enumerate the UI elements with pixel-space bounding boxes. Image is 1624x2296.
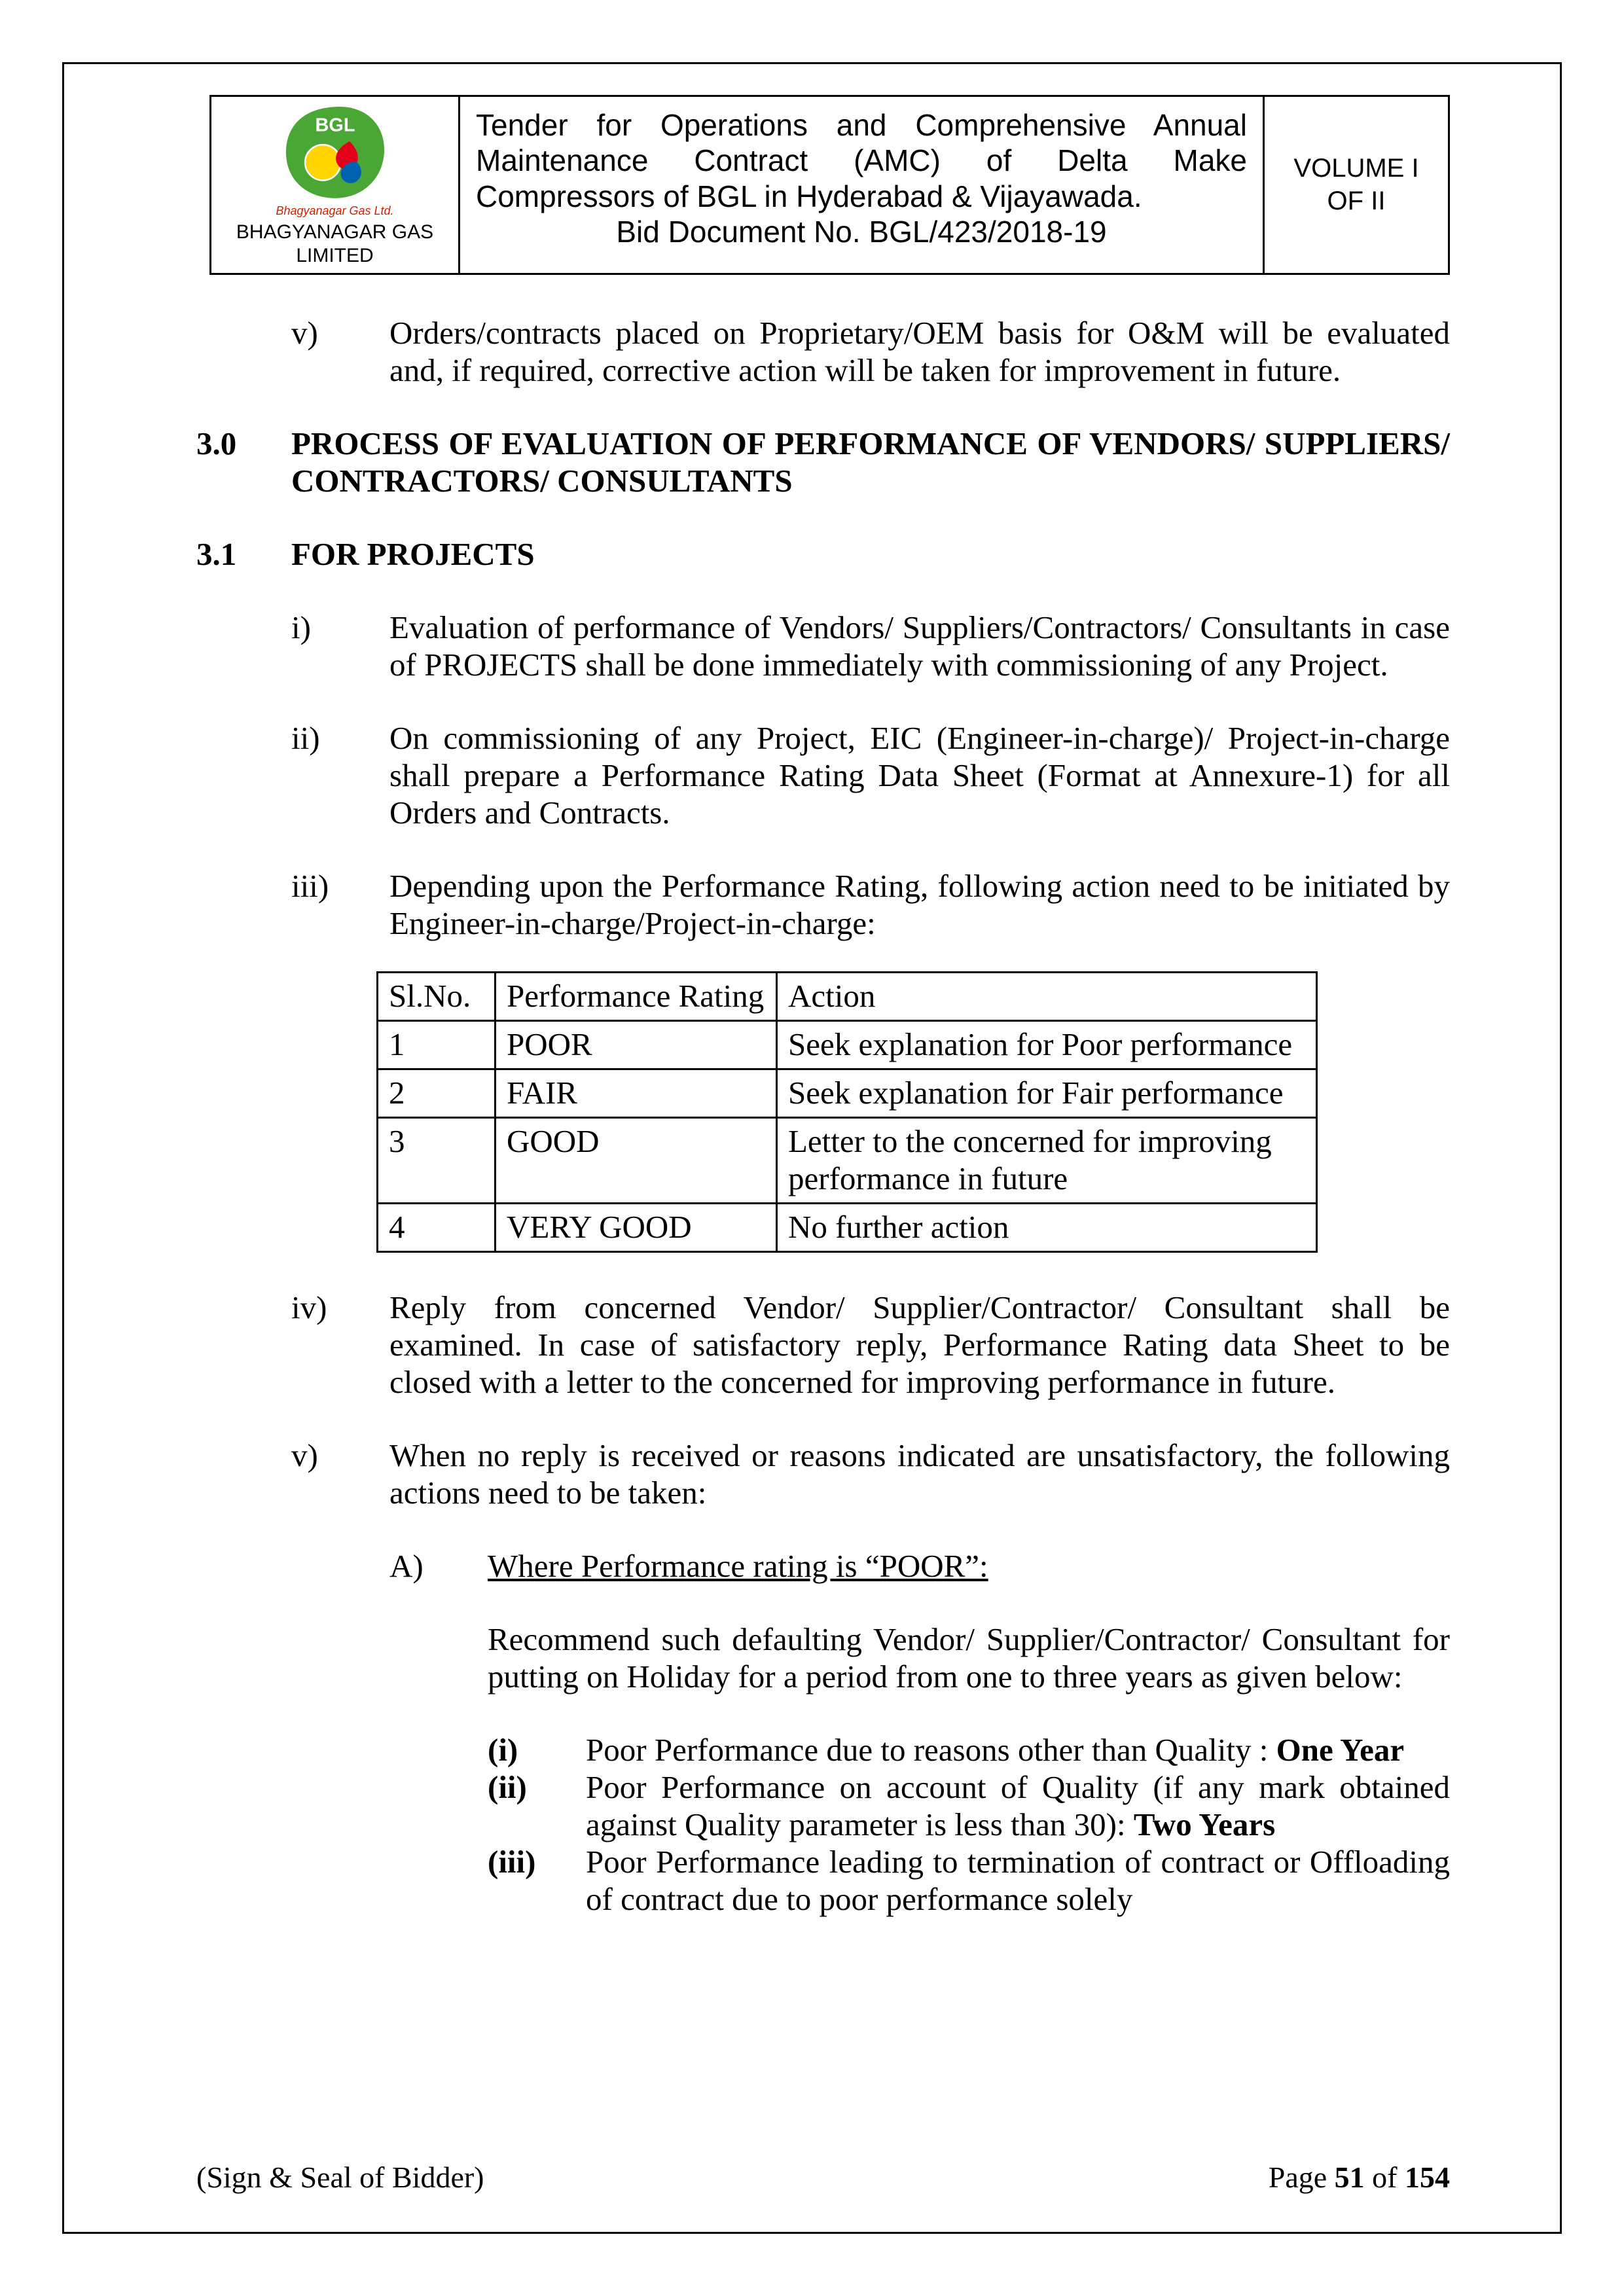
table-row (378, 1203, 1317, 1251)
table-row (378, 1069, 1317, 1117)
cell-action: Seek explanation for Fair performance (777, 1069, 1317, 1117)
section-title: PROCESS OF EVALUATION OF PERFORMANCE OF VENDORS/ SUPPLIERS/ CONTRACTORS/ CONSULTANTS (291, 425, 1450, 499)
list-item-text: Depending upon the Performance Rating, following action need to be initiated by Engineer-in-charge/Project-in-charge: (389, 867, 1450, 941)
bid-document-number: Bid Document No. BGL/423/2018-19 (616, 214, 1107, 249)
table-header-row (378, 972, 1317, 1020)
list-item-label: v) (291, 1437, 318, 1473)
page-total: 154 (1405, 2161, 1450, 2194)
sub-item-label: A) (389, 1547, 424, 1584)
list-item-ii (291, 719, 1450, 831)
list-item-text: Reply from concerned Vendor/ Supplier/Contractor/ Consultant shall be examined. In case of satisfactory reply, Performance Rating data Sheet to be closed with a letter to the concerned for improving performance in future. (389, 1289, 1450, 1400)
col-header-action: Action (777, 972, 1317, 1020)
holiday-item-iii (488, 1843, 1450, 1918)
holiday-item-text (586, 1731, 1450, 1768)
performance-rating-table (376, 971, 1318, 1253)
holiday-item-ii (488, 1768, 1450, 1843)
holiday-item-text (586, 1843, 1450, 1918)
cell-rating: POOR (496, 1020, 777, 1069)
cell-slno: 2 (378, 1069, 496, 1117)
list-item-text: Evaluation of performance of Vendors/ Suppliers/Contractors/ Consultants in case of PROJECTS shall be done immediately with commissioning of any Project. (389, 609, 1450, 683)
header-volume-cell (1265, 97, 1448, 273)
page-prefix: Page (1268, 2161, 1335, 2194)
cell-rating: VERY GOOD (496, 1203, 777, 1251)
sub-item-heading (488, 1547, 1450, 1585)
bgl-logo-icon (280, 103, 391, 202)
cell-rating: GOOD (496, 1117, 777, 1203)
col-header-rating: Performance Rating (496, 972, 777, 1020)
section-number: 3.1 (196, 535, 237, 572)
sub-item-a (389, 1547, 1450, 1585)
holiday-item-label: (ii) (488, 1768, 527, 1805)
list-item-label: ii) (291, 719, 320, 756)
list-item-label: iv) (291, 1289, 327, 1325)
cell-action: Letter to the concerned for improving performance in future (777, 1117, 1317, 1203)
holiday-item-text (586, 1768, 1450, 1843)
holiday-item-i (488, 1731, 1450, 1768)
list-item-v (291, 1437, 1450, 1511)
section-title: FOR PROJECTS (291, 535, 535, 572)
cell-slno: 4 (378, 1203, 496, 1251)
holiday-item-text-bold: One Year (1276, 1731, 1405, 1768)
list-item-iv (291, 1289, 1450, 1401)
list-item-label: v) (291, 314, 318, 351)
page-content (196, 95, 1450, 1918)
sub-item-heading-text: Where Performance rating is “POOR”: (488, 1547, 988, 1584)
section-heading-3-1 (196, 535, 1450, 573)
cell-slno: 3 (378, 1117, 496, 1203)
header-title-cell (460, 97, 1265, 273)
holiday-item-text-normal: Poor Performance on account of Quality (if any mark obtained against Quality parameter is less than 30): (586, 1768, 1450, 1842)
holiday-item-text-normal: Poor Performance leading to termination of contract or Offloading of contract due to poor performance solely (586, 1843, 1450, 1917)
logo-caption: Bhagyanagar Gas Ltd. (276, 204, 394, 217)
holiday-item-text-normal: Poor Performance due to reasons other than Quality : (586, 1731, 1276, 1768)
list-item-label: i) (291, 609, 311, 645)
table-row (378, 1020, 1317, 1069)
page-number-label (1269, 2160, 1450, 2195)
section-number: 3.0 (196, 425, 237, 461)
document-body (196, 314, 1450, 1918)
cell-action: Seek explanation for Poor performance (777, 1020, 1317, 1069)
cell-action: No further action (777, 1203, 1317, 1251)
list-item-text: Orders/contracts placed on Proprietary/OEM basis for O&M will be evaluated and, if required, corrective action will be taken for improvement in future. (389, 314, 1450, 388)
list-item-text: When no reply is received or reasons indicated are unsatisfactory, the following actions need to be taken: (389, 1437, 1450, 1511)
org-name-line1: BHAGYANAGAR GAS (236, 221, 434, 243)
table-row (378, 1117, 1317, 1203)
list-item-i (291, 609, 1450, 683)
page-of: of (1364, 2161, 1405, 2194)
list-item-text: On commissioning of any Project, EIC (Engineer-in-charge)/ Project-in-charge shall prepare a Performance Rating Data Sheet (Format at Annexure-1) for all Orders and Contracts. (389, 719, 1450, 831)
svg-text:BGL: BGL (315, 115, 355, 136)
list-item-v-top (291, 314, 1450, 389)
page-number: 51 (1334, 2161, 1365, 2194)
section-heading-3-0 (196, 425, 1450, 499)
volume-line2: OF II (1327, 187, 1386, 216)
holiday-item-text-bold: Two Years (1133, 1806, 1276, 1842)
cell-slno: 1 (378, 1020, 496, 1069)
recommend-paragraph: Recommend such defaulting Vendor/ Supplier/Contractor/ Consultant for putting on Holiday for a period from one to three years as given below: (488, 1621, 1450, 1695)
page-footer (196, 2160, 1450, 2195)
list-item-iii (291, 867, 1450, 942)
col-header-slno: Sl.No. (378, 972, 496, 1020)
header-logo-cell (211, 97, 460, 273)
org-name (215, 221, 454, 268)
holiday-item-label: (i) (488, 1731, 518, 1768)
list-item-label: iii) (291, 867, 329, 904)
org-name-line2: LIMITED (296, 244, 374, 266)
tender-title: Tender for Operations and Comprehensive Annual Maintenance Contract (AMC) of Delta Make Compressors of BGL in Hyderabad & Vijayawada. (476, 108, 1247, 213)
cell-rating: FAIR (496, 1069, 777, 1117)
sign-seal-label: (Sign & Seal of Bidder) (196, 2161, 484, 2194)
document-header (209, 95, 1450, 275)
volume-line1: VOLUME I (1293, 154, 1419, 183)
holiday-item-label: (iii) (488, 1843, 536, 1880)
